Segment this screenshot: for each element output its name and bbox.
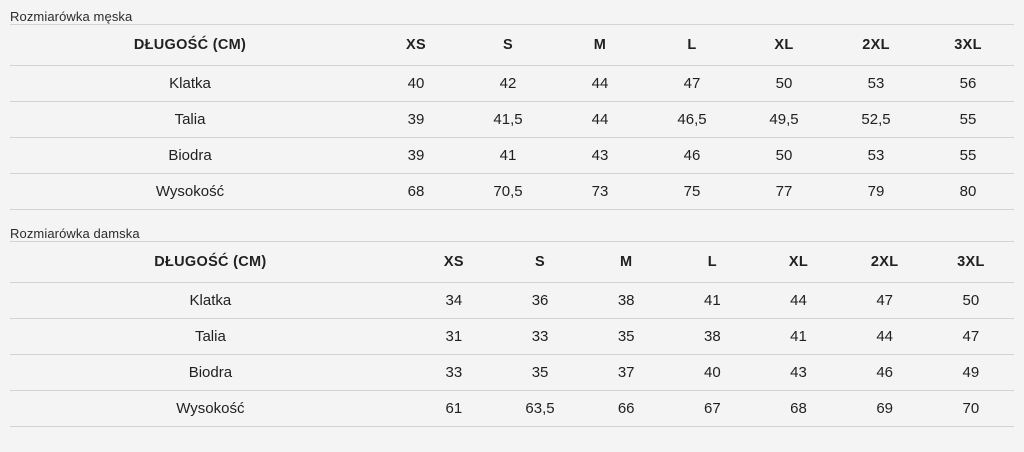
men-size-table <box>10 24 1014 210</box>
women-klatka-2xl: 47 <box>842 283 928 319</box>
women-table-header-row <box>10 242 1014 283</box>
men-wysokosc-m: 73 <box>554 174 646 210</box>
men-biodra-xs: 39 <box>370 138 462 174</box>
men-talia-xl: 49,5 <box>738 102 830 138</box>
men-header-measure: DŁUGOŚĆ (CM) <box>10 25 370 66</box>
men-header-xl: XL <box>738 25 830 66</box>
men-talia-m: 44 <box>554 102 646 138</box>
men-table-header-row <box>10 25 1014 66</box>
men-biodra-s: 41 <box>462 138 554 174</box>
women-talia-xl: 41 <box>755 319 841 355</box>
women-biodra-m: 37 <box>583 355 669 391</box>
women-wysokosc-l: 67 <box>669 391 755 427</box>
men-klatka-xs: 40 <box>370 66 462 102</box>
men-header-xs: XS <box>370 25 462 66</box>
men-klatka-m: 44 <box>554 66 646 102</box>
men-header-s: S <box>462 25 554 66</box>
men-biodra-3xl: 55 <box>922 138 1014 174</box>
women-header-s: S <box>497 242 583 283</box>
women-header-m: M <box>583 242 669 283</box>
women-wysokosc-m: 66 <box>583 391 669 427</box>
table-row <box>10 391 1014 427</box>
men-klatka-2xl: 53 <box>830 66 922 102</box>
women-talia-3xl: 47 <box>928 319 1014 355</box>
women-klatka-m: 38 <box>583 283 669 319</box>
women-wysokosc-2xl: 69 <box>842 391 928 427</box>
men-biodra-2xl: 53 <box>830 138 922 174</box>
women-row-label-biodra: Biodra <box>10 355 411 391</box>
table-row <box>10 355 1014 391</box>
women-section-caption: Rozmiarówka damska <box>10 226 140 241</box>
men-wysokosc-xs: 68 <box>370 174 462 210</box>
women-header-2xl: 2XL <box>842 242 928 283</box>
men-talia-3xl: 55 <box>922 102 1014 138</box>
men-wysokosc-xl: 77 <box>738 174 830 210</box>
men-talia-xs: 39 <box>370 102 462 138</box>
women-biodra-xl: 43 <box>755 355 841 391</box>
men-header-l: L <box>646 25 738 66</box>
men-wysokosc-3xl: 80 <box>922 174 1014 210</box>
men-section-caption: Rozmiarówka męska <box>10 9 133 24</box>
women-row-label-wysokosc: Wysokość <box>10 391 411 427</box>
women-biodra-2xl: 46 <box>842 355 928 391</box>
women-row-label-talia: Talia <box>10 319 411 355</box>
men-header-2xl: 2XL <box>830 25 922 66</box>
men-wysokosc-s: 70,5 <box>462 174 554 210</box>
women-size-table <box>10 241 1014 427</box>
women-talia-s: 33 <box>497 319 583 355</box>
men-talia-2xl: 52,5 <box>830 102 922 138</box>
women-wysokosc-3xl: 70 <box>928 391 1014 427</box>
men-klatka-l: 47 <box>646 66 738 102</box>
men-row-label-biodra: Biodra <box>10 138 370 174</box>
table-row <box>10 174 1014 210</box>
men-klatka-xl: 50 <box>738 66 830 102</box>
men-biodra-l: 46 <box>646 138 738 174</box>
women-talia-l: 38 <box>669 319 755 355</box>
men-row-label-wysokosc: Wysokość <box>10 174 370 210</box>
women-biodra-s: 35 <box>497 355 583 391</box>
women-talia-2xl: 44 <box>842 319 928 355</box>
table-row <box>10 138 1014 174</box>
table-row <box>10 319 1014 355</box>
men-talia-s: 41,5 <box>462 102 554 138</box>
women-biodra-3xl: 49 <box>928 355 1014 391</box>
men-biodra-m: 43 <box>554 138 646 174</box>
women-biodra-l: 40 <box>669 355 755 391</box>
women-header-xl: XL <box>755 242 841 283</box>
men-biodra-xl: 50 <box>738 138 830 174</box>
men-header-3xl: 3XL <box>922 25 1014 66</box>
table-row <box>10 283 1014 319</box>
women-header-measure: DŁUGOŚĆ (CM) <box>10 242 411 283</box>
women-talia-m: 35 <box>583 319 669 355</box>
women-klatka-l: 41 <box>669 283 755 319</box>
men-row-label-klatka: Klatka <box>10 66 370 102</box>
table-row <box>10 102 1014 138</box>
women-klatka-xs: 34 <box>411 283 497 319</box>
women-row-label-klatka: Klatka <box>10 283 411 319</box>
men-row-label-talia: Talia <box>10 102 370 138</box>
women-klatka-xl: 44 <box>755 283 841 319</box>
women-klatka-3xl: 50 <box>928 283 1014 319</box>
women-wysokosc-xl: 68 <box>755 391 841 427</box>
men-wysokosc-2xl: 79 <box>830 174 922 210</box>
men-header-m: M <box>554 25 646 66</box>
women-biodra-xs: 33 <box>411 355 497 391</box>
women-talia-xs: 31 <box>411 319 497 355</box>
women-wysokosc-s: 63,5 <box>497 391 583 427</box>
women-klatka-s: 36 <box>497 283 583 319</box>
women-header-3xl: 3XL <box>928 242 1014 283</box>
table-row <box>10 66 1014 102</box>
women-header-xs: XS <box>411 242 497 283</box>
men-klatka-3xl: 56 <box>922 66 1014 102</box>
men-klatka-s: 42 <box>462 66 554 102</box>
women-header-l: L <box>669 242 755 283</box>
men-wysokosc-l: 75 <box>646 174 738 210</box>
women-wysokosc-xs: 61 <box>411 391 497 427</box>
men-talia-l: 46,5 <box>646 102 738 138</box>
